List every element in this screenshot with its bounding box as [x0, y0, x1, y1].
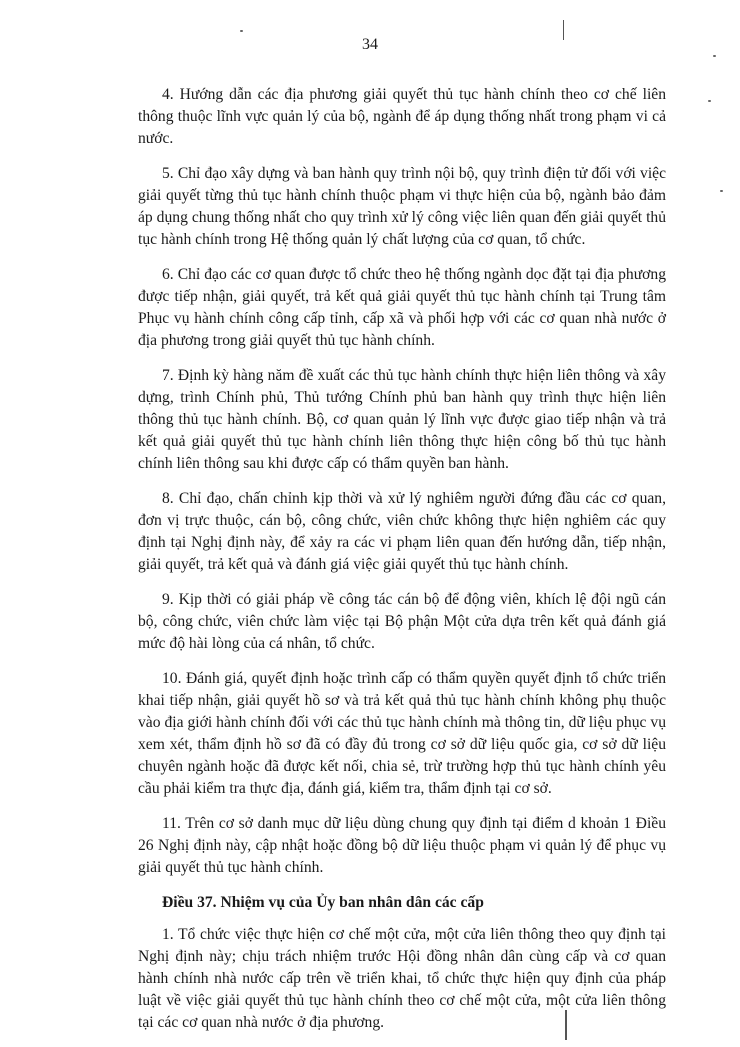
scan-artifact-speck	[240, 30, 243, 32]
paragraph-item-10: 10. Đánh giá, quyết định hoặc trình cấp có thẩm quyền quyết định tổ chức triển khai tiếp nhận, giải quyết hồ sơ và trả kết quả thủ tục hành chính không phụ thuộc vào địa giới hành chính đối với các thủ tục hành chính mà thông tin, dữ liệu phục vụ xem xét, thẩm định hồ sơ đã có đầy đủ trong cơ sở dữ liệu quốc gia, cơ sở dữ liệu chuyên ngành hoặc đã được kết nối, chia sẻ, trừ trường hợp thủ tục hành chính yêu cầu phải kiểm tra thực địa, đánh giá, kiểm tra, thẩm định tại cơ sở.	[138, 670, 666, 797]
paragraph-item-5: 5. Chỉ đạo xây dựng và ban hành quy trình nội bộ, quy trình điện tử đối với việc giải quyết từng thủ tục hành chính thuộc phạm vi thực hiện của bộ, ngành bảo đảm áp dụng chung thống nhất cho quy trình xử lý công việc liên quan đến giải quyết thủ tục hành chính trong Hệ thống quản lý chất lượng của cơ quan, tổ chức.	[138, 165, 666, 248]
scan-artifact-speck	[713, 55, 716, 57]
article37-paragraph-1: 1. Tổ chức việc thực hiện cơ chế một cửa, một cửa liên thông theo quy định tại Nghị định này; chịu trách nhiệm trước Hội đồng nhân dân cùng cấp và cơ quan hành chính nhà nước cấp trên về triển khai, tổ chức thực hiện quy định của pháp luật về việc giải quyết thủ tục hành chính theo cơ chế một cửa, một cửa liên thông tại các cơ quan nhà nước ở địa phương.	[138, 926, 666, 1031]
paragraph-item-7: 7. Định kỳ hàng năm đề xuất các thủ tục hành chính thực hiện liên thông và xây dựng, trình Chính phủ, Thủ tướng Chính phủ ban hành quy trình thực hiện liên thông thủ tục hành chính. Bộ, cơ quan quản lý lĩnh vực được giao tiếp nhận và trả kết quả giải quyết thủ tục hành chính liên thông thực hiện công bố thủ tục hành chính liên thông sau khi được cấp có thẩm quyền ban hành.	[138, 367, 666, 472]
page-number: 34	[362, 36, 378, 53]
paragraph-item-11: 11. Trên cơ sở danh mục dữ liệu dùng chung quy định tại điểm d khoản 1 Điều 26 Nghị định này, cập nhật hoặc đồng bộ dữ liệu thuộc phạm vi quản lý để phục vụ giải quyết thủ tục hành chính.	[138, 815, 666, 876]
paragraph-item-9: 9. Kịp thời có giải pháp về công tác cán bộ để động viên, khích lệ đội ngũ cán bộ, công chức, viên chức làm việc tại Bộ phận Một cửa dựa trên kết quả đánh giá mức độ hài lòng của cá nhân, tổ chức.	[138, 591, 666, 652]
article-heading: Điều 37. Nhiệm vụ của Ủy ban nhân dân các cấp	[162, 894, 484, 911]
document-body	[138, 84, 666, 1047]
scan-artifact-speck	[708, 100, 711, 102]
paragraph-item-8: 8. Chỉ đạo, chấn chỉnh kịp thời và xử lý nghiêm người đứng đầu các cơ quan, đơn vị trực thuộc, cán bộ, công chức, viên chức không thực hiện nghiêm các quy định tại Nghị định này, để xảy ra các vi phạm liên quan đến hướng dẫn, tiếp nhận, giải quyết, trả kết quả và đánh giá việc giải quyết thủ tục hành chính.	[138, 490, 666, 573]
paragraph-item-4: 4. Hướng dẫn các địa phương giải quyết thủ tục hành chính theo cơ chế liên thông thuộc lĩnh vực quản lý của bộ, ngành để áp dụng thống nhất trong phạm vi cả nước.	[138, 86, 666, 147]
paragraph-item-6: 6. Chỉ đạo các cơ quan được tổ chức theo hệ thống ngành dọc đặt tại địa phương được tiếp nhận, giải quyết, trả kết quả giải quyết thủ tục hành chính tại Trung tâm Phục vụ hành chính công cấp tỉnh, cấp xã và phối hợp với các cơ quan nhà nước ở địa phương trong giải quyết thủ tục hành chính.	[138, 266, 666, 349]
scan-artifact-speck	[720, 190, 723, 192]
